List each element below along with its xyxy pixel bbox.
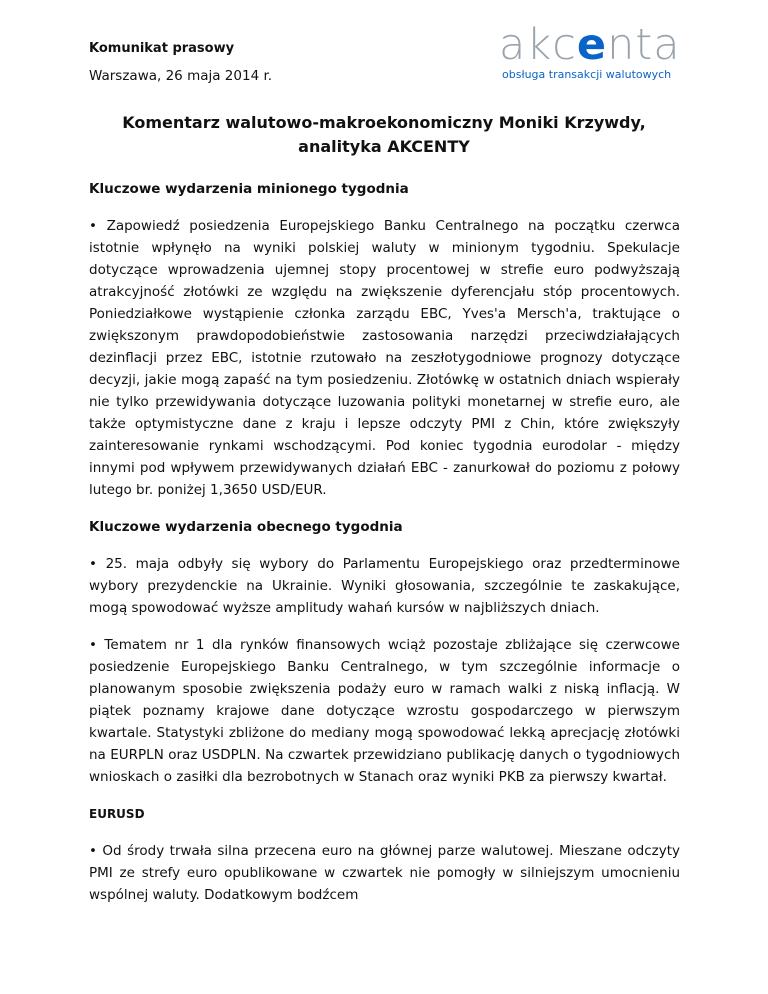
eurusd-heading: EURUSD [89, 807, 145, 821]
logo-part2: nta [607, 20, 681, 70]
title-line-1: Komentarz walutowo-makroekonomiczny Moniki Krzywdy, [122, 113, 646, 132]
company-logo [499, 22, 679, 81]
logo-accent-letter: e [576, 20, 608, 70]
header-left [89, 38, 272, 87]
title-line-2: analityka AKCENTY [298, 137, 470, 156]
past-week-heading: Kluczowe wydarzenia minionego tygodnia [89, 181, 409, 197]
current-week-paragraph-1: • 25. maja odbyły się wybory do Parlamentu Europejskiego oraz przedterminowe wybory prezydenckie na Ukrainie. Wyniki głosowania, szczególnie te zaskakujące, mogą spowodować wyższe amplitudy wahań kursów w najbliższych dniach. [89, 556, 680, 616]
logo-wordmark [499, 22, 679, 68]
logo-tagline: obsługa transakcji walutowych [502, 68, 672, 81]
current-week-paragraph-2: • Tematem nr 1 dla rynków finansowych wciąż pozostaje zbliżające się czerwcowe posiedzenie Europejskiego Banku Centralnego, w tym szczególnie informacje o planowanym sposobie zwiększenia podaży euro w ramach walki z niską inflacją. W piątek poznamy krajowe dane dotyczące wzrostu gospodarczego w pierwszym kwartale. Statystyki zbliżone do mediany mogą spowodować lekką aprecjację złotówki na EURPLN oraz USDPLN. Na czwartek przewidziano publikację danych o tygodniowych wnioskach o zasiłki dla bezrobotnych w Stanach oraz wyniki PKB za pierwszy kwartał. [89, 637, 680, 785]
past-week-paragraph: • Zapowiedź posiedzenia Europejskiego Banku Centralnego na początku czerwca istotnie wpłynęło na wyniki polskiej waluty w minionym tygodniu. Spekulacje dotyczące wprowadzenia ujemnej stopy procentowej w strefie euro podwyższają atrakcyjność złotówki ze względu na zwiększenie dyferencjału stóp procentowych. Poniedziałkowe wystąpienie członka zarządu EBC, Yves'a Mersch'a, traktujące o zwiększonym prawdopodobieństwie zastosowania narzędzi przeciwdziałających dezinflacji przez EBC, istotnie rzutowało na zeszłotygodniowe prognozy dotyczące decyzji, jakie mogą zapaść na tym posiedzeniu. Złotówkę w ostatnich dniach wspierały nie tylko przewidywania dotyczące luzowania polityki monetarnej w strefie euro, ale także optymistyczne dane z kraju i lepsze odczyty PMI z Chin, które zwiększyły zainteresowanie rynkami wschodzącymi. Pod koniec tygodnia eurodolar - między innymi pod wpływem przewidywanych działań EBC - zanurkował do poziomu z połowy lutego br. poniżej 1,3650 USD/EUR. [89, 218, 680, 498]
current-week-heading: Kluczowe wydarzenia obecnego tygodnia [89, 519, 403, 535]
eurusd-paragraph: • Od środy trwała silna przecena euro na głównej parze walutowej. Mieszane odczyty PMI ze strefy euro opublikowane w czwartek nie pomogły w silniejszym umocnieniu wspólnej waluty. Dodatkowym bodźcem [89, 843, 680, 903]
document-body [89, 178, 680, 906]
logo-part1: akc [499, 20, 577, 70]
release-label: Komunikat prasowy [89, 41, 235, 56]
document-title [89, 111, 679, 159]
place-date: Warszawa, 26 maja 2014 r. [89, 68, 273, 84]
